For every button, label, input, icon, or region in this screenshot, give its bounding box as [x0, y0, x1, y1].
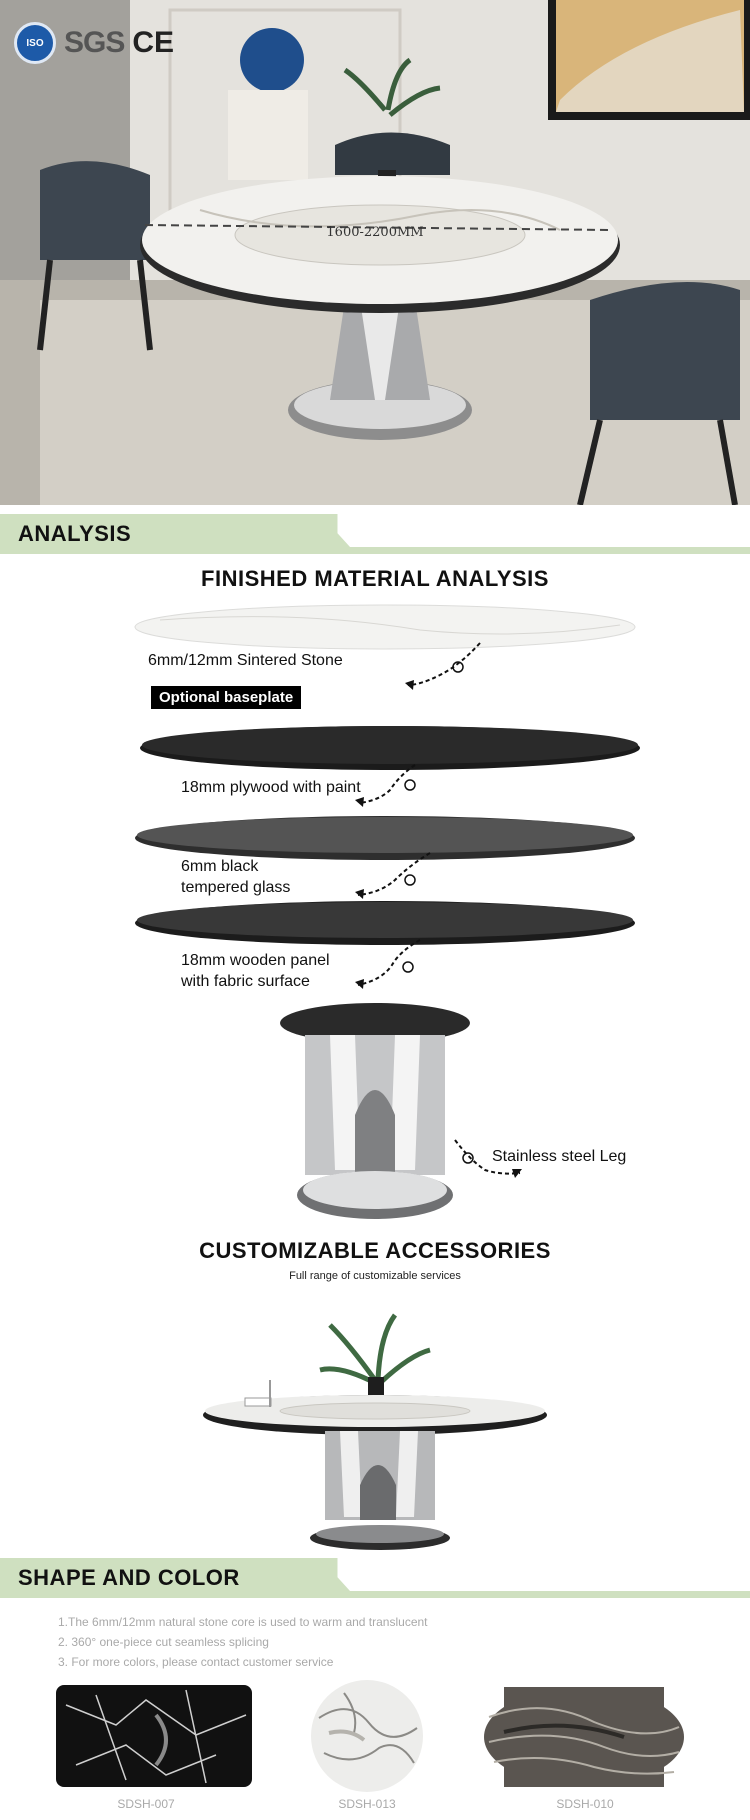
optional-baseplate-tag: Optional baseplate: [151, 686, 301, 709]
swatch-label: SDSH-013: [338, 1797, 396, 1811]
fabric-label-line2: with fabric surface: [181, 973, 310, 990]
layer-stack-diagram: [0, 595, 750, 1235]
accessories-heading: CUSTOMIZABLE ACCESSORIES: [199, 1238, 551, 1263]
accessories-subheading: Full range of customizable services: [289, 1270, 461, 1282]
hero-photo: [0, 0, 750, 505]
swatch-sdsh-013: [309, 1678, 425, 1794]
glass-label-line1: 6mm black: [181, 858, 259, 875]
section-title: SHAPE AND COLOR: [18, 1565, 240, 1590]
ce-badge: CE: [132, 26, 175, 59]
dining-scene-illustration: [0, 0, 750, 505]
bar-underline: [0, 547, 750, 554]
swatch-label: SDSH-007: [117, 1797, 175, 1811]
accessories-table-illustration: [190, 1285, 560, 1555]
shape-color-notes: [58, 1612, 428, 1672]
section-title: ANALYSIS: [18, 521, 132, 546]
bar-underline: [0, 1591, 750, 1598]
note-item: 2. 360° one-piece cut seamless splicing: [58, 1635, 269, 1649]
note-item: 3. For more colors, please contact customer service: [58, 1655, 334, 1669]
fabric-label-line1: 18mm wooden panel: [181, 952, 330, 969]
layer-label-fabric-panel: [181, 950, 330, 992]
certification-badges: [14, 22, 174, 64]
leg-label: Stainless steel Leg: [492, 1148, 627, 1165]
shape-color-section-bar: [0, 1558, 750, 1598]
layer-label-plywood: 18mm plywood with paint: [181, 779, 361, 796]
note-item: 1.The 6mm/12mm natural stone core is used to warm and translucent: [58, 1615, 428, 1629]
iso-badge: ISO: [14, 22, 56, 64]
swatch-label: SDSH-010: [556, 1797, 614, 1811]
sgs-badge: SGS: [64, 26, 125, 59]
layer-label-glass: [181, 856, 290, 898]
dimension-label: 1600-2200MM: [326, 225, 424, 240]
layer-label-sintered-stone: 6mm/12mm Sintered Stone: [148, 652, 343, 669]
swatch-sdsh-010: [484, 1687, 684, 1787]
material-analysis-heading: FINISHED MATERIAL ANALYSIS: [201, 566, 549, 591]
swatch-sdsh-007: [56, 1685, 252, 1787]
glass-label-line2: tempered glass: [181, 879, 291, 896]
analysis-section-bar: [0, 514, 750, 554]
